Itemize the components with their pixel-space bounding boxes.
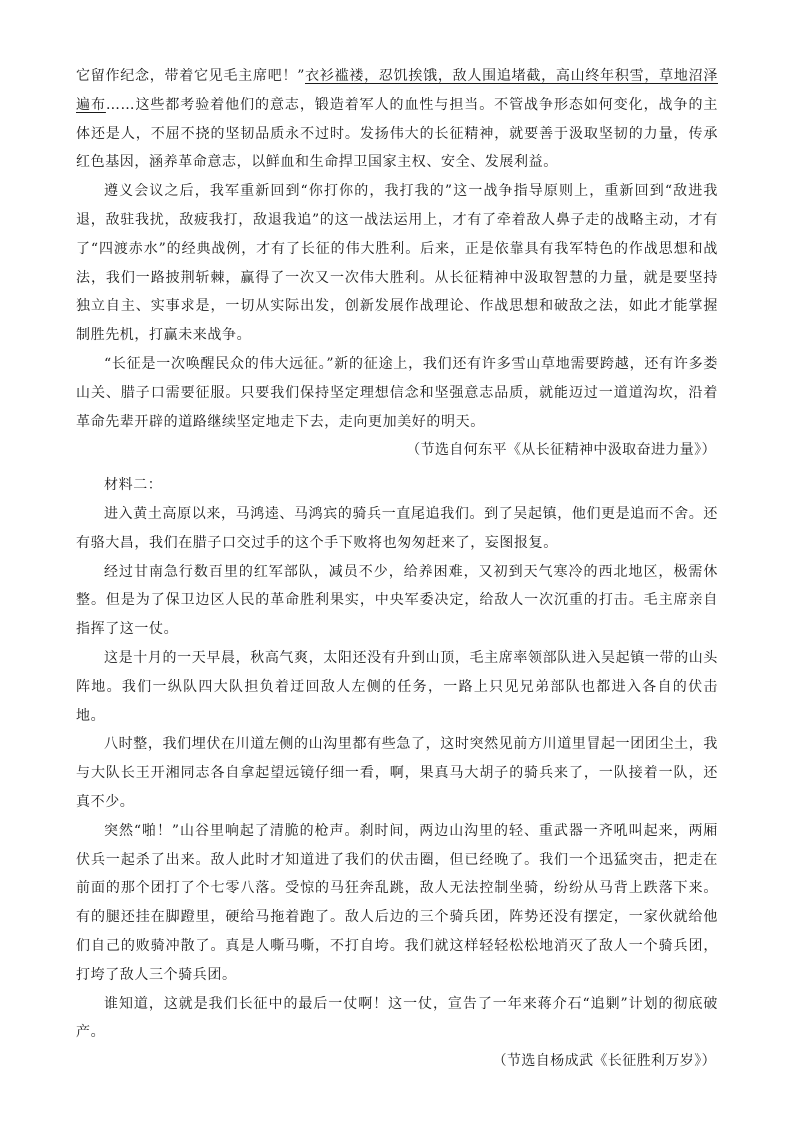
document-page <box>76 62 718 1076</box>
material2-paragraph-6: 谁知道，这就是我们长征中的最后一仗啊！这一仗，宣告了一年来蒋介石“追剿”计划的彻底破产。 <box>76 995 718 1041</box>
material1-paragraph-2: 遵义会议之后，我军重新回到“你打你的，我打我的”这一战争指导原则上，重新回到“敌进我退，敌驻我扰，敌疲我打，敌退我追”的这一战法运用上，才有了牵着敌人鼻子走的战略主动，才有了“四渡赤水”的经典战例，才有了长征的伟大胜利。后来，正是依靠具有我军特色的作战思想和战法，我们一路披荆斩棘，赢得了一次又一次伟大胜利。从长征精神中汲取智慧的力量，就是要坚持独立自主、实事求是，一切从实际出发，创新发展作战理论、作战思想和破敌之法，如此才能掌握制胜先机，打赢未来战争。 <box>76 183 718 344</box>
p1-underlined-text: 衣衫褴褛，忍饥挨饿，敌人围追堵截，高山终年积雪，草地沼泽遍布 <box>76 68 718 113</box>
material1-paragraph-3: “长征是一次唤醒民众的伟大远征。”新的征途上，我们还有许多雪山草地需要跨越，还有许多娄山关、腊子口需要征服。只要我们保持坚定理想信念和坚强意志品质，就能迈过一道道沟坎，沿着革命先辈开辟的道路继续坚定地走下去，走向更加美好的明天。 <box>76 355 718 430</box>
material1-source: （节选自何东平《从长征精神中汲取奋进力量》） <box>406 442 716 459</box>
p1-rest-text: ……这些都考验着他们的意志，锻造着军人的血性与担当。不管战争形态如何变化，战争的主体还是人，不屈不挠的坚韧品质永不过时。发扬伟大的长征精神，就要善于汲取坚韧的力量，传承红色基因，涵养革命意志，以鲜血和生命捍卫国家主权、安全、发展利益。 <box>76 96 718 171</box>
material2-paragraph-4: 八时整，我们埋伏在川道左侧的山沟里都有些急了，这时突然见前方川道里冒起一团团尘土，我与大队长王开湘同志各自拿起望远镜仔细一看，啊，果真马大胡子的骑兵来了，一队接着一队，还真不少。 <box>76 736 718 810</box>
material2-paragraph-3: 这是十月的一天早晨，秋高气爽，太阳还没有升到山顶，毛主席率领部队进入吴起镇一带的山头阵地。我们一纵队四大队担负着迂回敌人左侧的任务，一路上只见兄弟部队也都进入各自的伏击地。 <box>76 649 718 724</box>
p1-lead-text: 它留作纪念，带着它见毛主席吧！” <box>76 68 305 84</box>
material2-paragraph-1: 进入黄土高原以来，马鸿逵、马鸿宾的骑兵一直尾追我们。到了吴起镇，他们更是追而不舍。还有骆大昌，我们在腊子口交过手的这个手下败将也匆匆赶来了，妄图报复。 <box>76 505 718 551</box>
material2-heading: 材料二： <box>104 477 163 494</box>
material2-source: （节选自杨成武《长征胜利万岁》） <box>492 1053 716 1070</box>
material1-paragraph-1 <box>76 62 718 177</box>
material2-paragraph-2: 经过甘南急行数百里的红军部队，减员不少，给养困难，又初到天气寒冷的西北地区，极需休整。但是为了保卫边区人民的革命胜利果实，中央军委决定，给敌人一次沉重的打击。毛主席亲自指挥了这一仗。 <box>76 563 718 638</box>
material2-paragraph-5: 突然“啪！”山谷里响起了清脆的枪声。刹时间，两边山沟里的轻、重武器一齐吼叫起来，两厢伏兵一起杀了出来。敌人此时才知道进了我们的伏击圈，但已经晚了。我们一个迅猛突击，把走在前面的那个团打了个七零八落。受惊的马狂奔乱跳，敌人无法控制坐骑，纷纷从马背上跌落下来。有的腿还挂在脚蹬里，硬给马拖着跑了。敌人后边的三个骑兵团，阵势还没有摆定，一家伙就给他们自己的败骑冲散了。真是人嘶马嘶，不打自垮。我们就这样轻轻松松地消灭了敌人一个骑兵团，打垮了敌人三个骑兵团。 <box>76 822 718 983</box>
